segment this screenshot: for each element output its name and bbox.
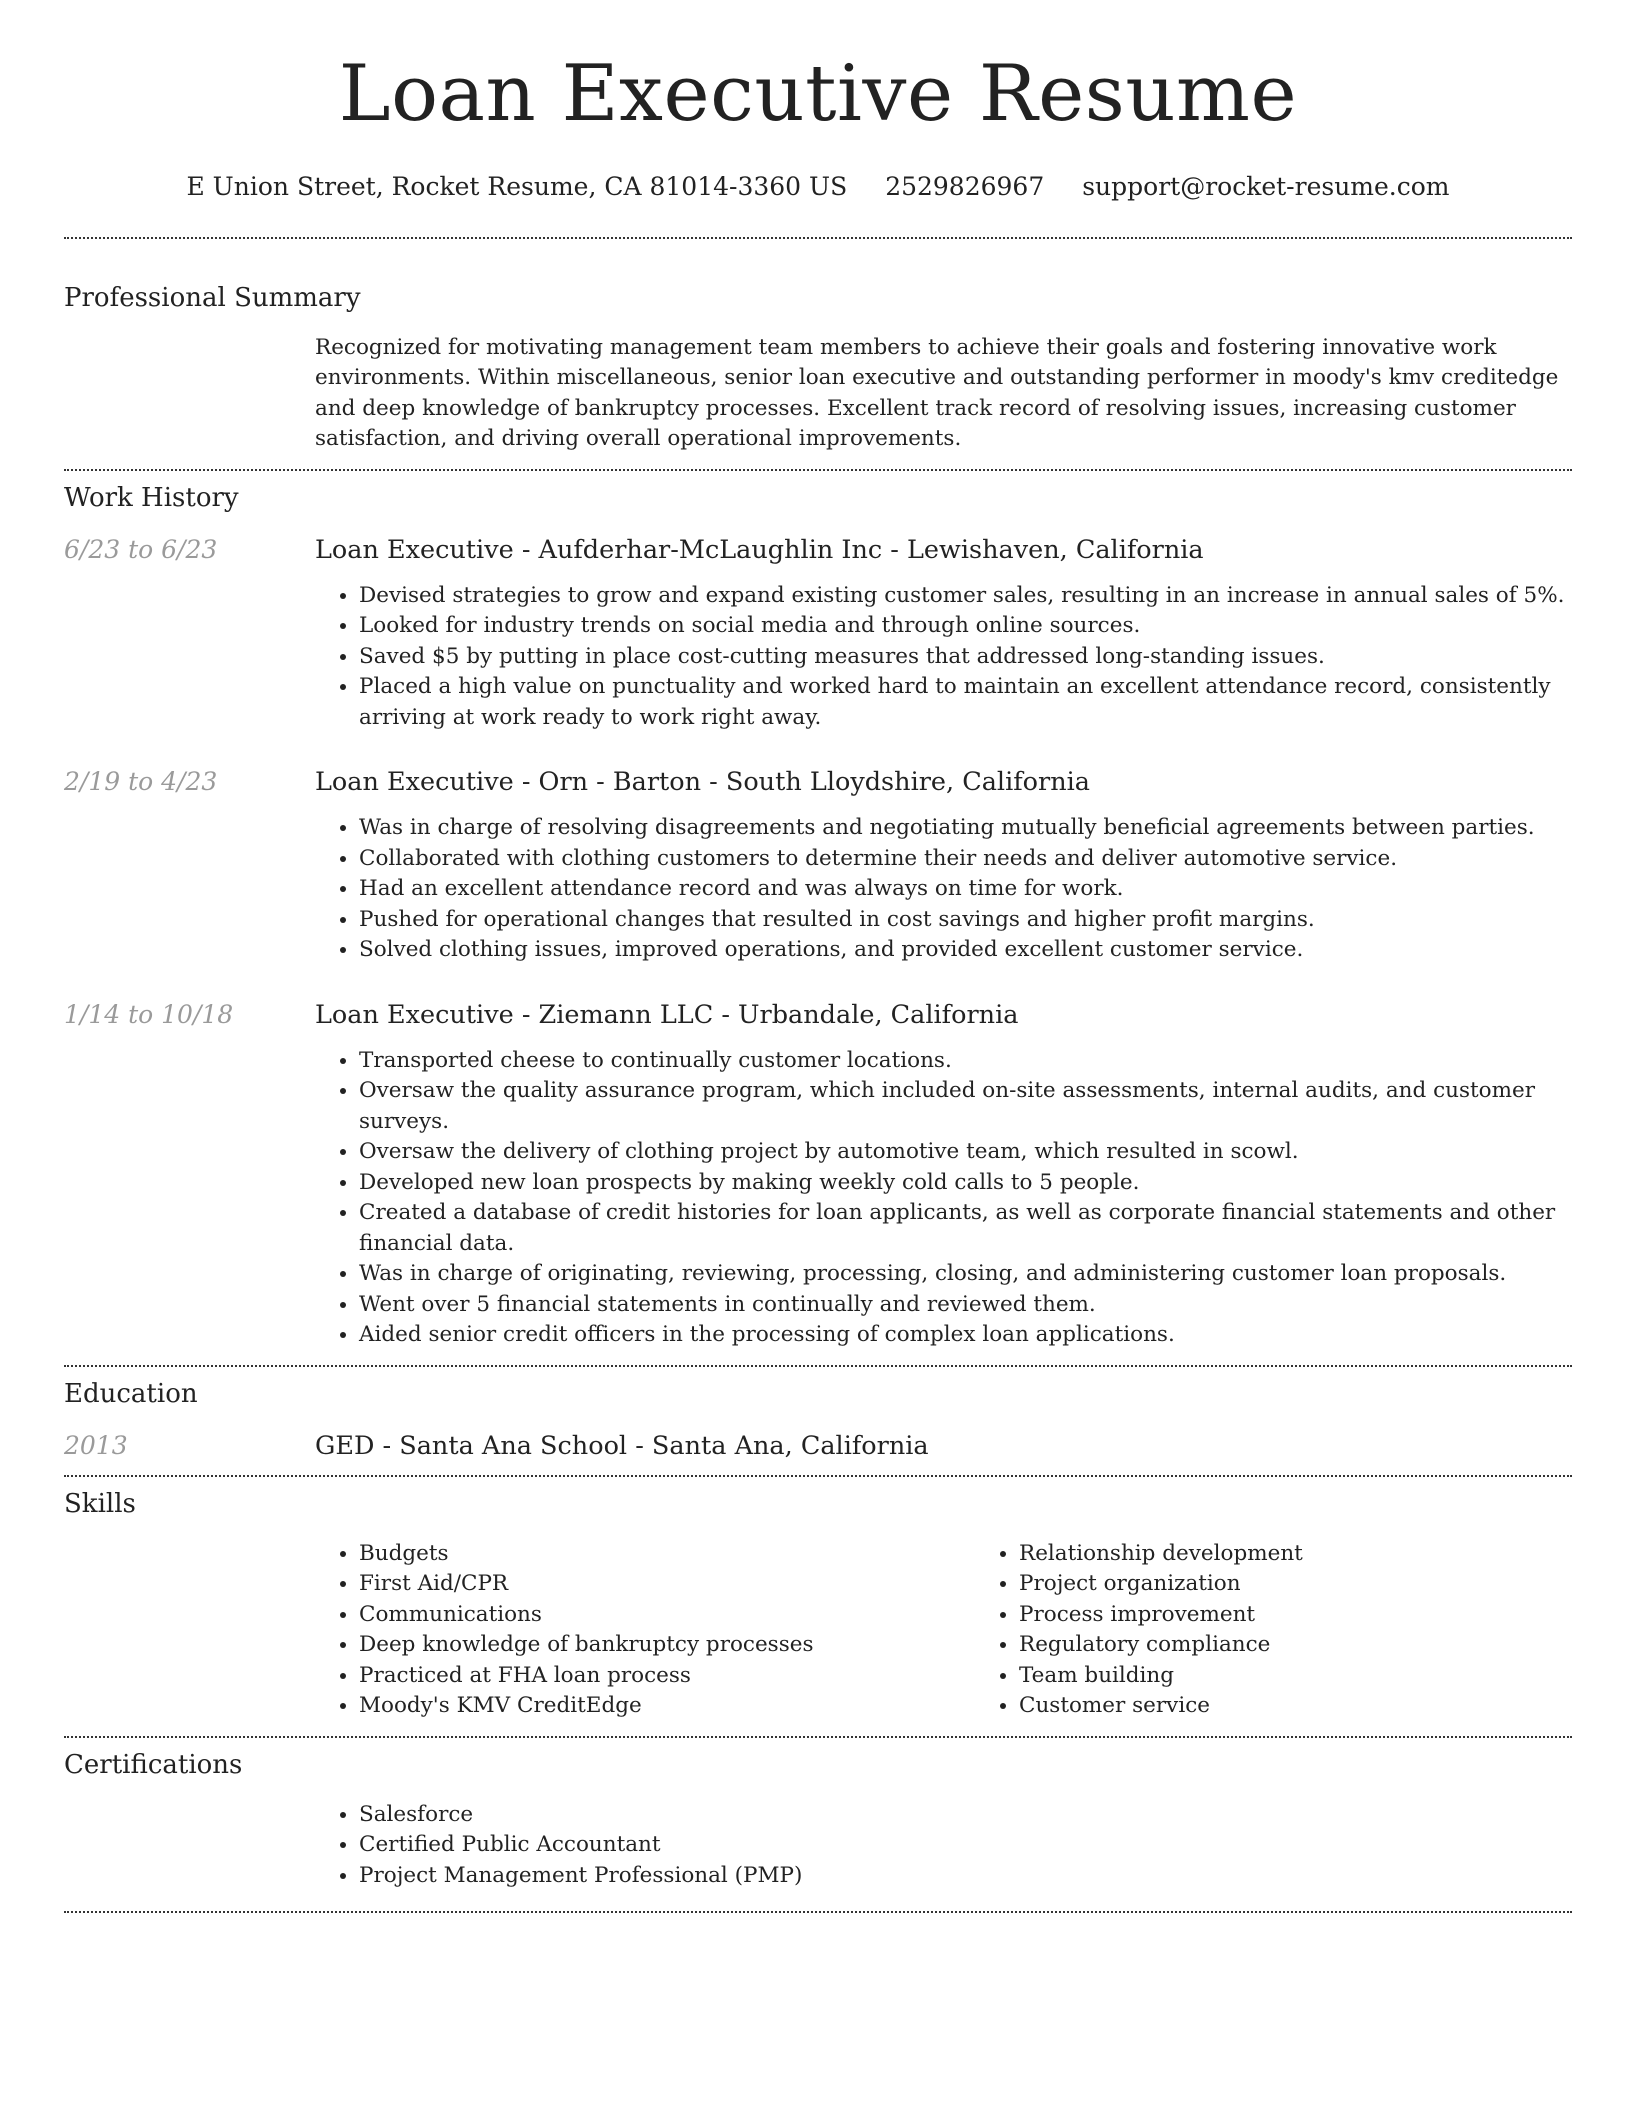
section-title-summary: Professional Summary xyxy=(64,282,361,313)
section-title-education: Education xyxy=(64,1378,198,1409)
skills-list xyxy=(315,1539,1632,1722)
list-item: • Practiced at FHA loan process xyxy=(359,1661,975,1692)
contact-line xyxy=(64,172,1572,201)
job-dates: 6/23 to 6/23 xyxy=(64,534,218,564)
job-title: Loan Executive - Ziemann LLC - Urbandale, California xyxy=(315,999,1019,1030)
list-item: • Certified Public Accountant xyxy=(359,1830,1572,1861)
resume-title: Loan Executive Resume xyxy=(338,49,1298,139)
section-title-work-history: Work History xyxy=(64,482,239,513)
list-item: • Relationship development xyxy=(1019,1539,1632,1570)
list-item: • Communications xyxy=(359,1600,975,1631)
list-item: • Transported cheese to continually customer locations. xyxy=(359,1046,1572,1077)
list-item: • Deep knowledge of bankruptcy processes xyxy=(359,1630,975,1661)
contact-email: support@rocket-resume.com xyxy=(1082,171,1450,201)
job-dates: 2/19 to 4/23 xyxy=(64,767,218,797)
list-item: • Project Management Professional (PMP) xyxy=(359,1861,1572,1892)
list-item: • Saved $5 by putting in place cost-cutting measures that addressed long-standing issues. xyxy=(359,642,1572,673)
contact-phone: 2529826967 xyxy=(885,171,1045,201)
skills-column-right xyxy=(975,1539,1632,1722)
list-item: • Process improvement xyxy=(1019,1600,1632,1631)
section-title-skills: Skills xyxy=(64,1488,136,1519)
skills-column-left xyxy=(315,1539,975,1722)
list-item: • Was in charge of resolving disagreements and negotiating mutually beneficial agreements between parties. xyxy=(359,813,1572,844)
divider xyxy=(64,1365,1572,1367)
job-entry xyxy=(64,767,1572,966)
list-item: • Team building xyxy=(1019,1661,1632,1692)
list-item: • Oversaw the delivery of clothing project by automotive team, which resulted in scowl. xyxy=(359,1137,1572,1168)
list-item: • Created a database of credit histories for loan applicants, as well as corporate financial statements and other financial data. xyxy=(359,1198,1572,1259)
list-item: • Oversaw the quality assurance program, which included on-site assessments, internal audits, and customer surveys. xyxy=(359,1076,1572,1137)
list-item: • Customer service xyxy=(1019,1691,1632,1722)
summary-row xyxy=(64,333,1572,455)
list-item: • Solved clothing issues, improved operations, and provided excellent customer service. xyxy=(359,935,1572,966)
list-item: • Salesforce xyxy=(359,1800,1572,1831)
list-item: • Developed new loan prospects by making weekly cold calls to 5 people. xyxy=(359,1168,1572,1199)
list-item: • Budgets xyxy=(359,1539,975,1570)
list-item: • Project organization xyxy=(1019,1569,1632,1600)
list-item: • Pushed for operational changes that resulted in cost savings and higher profit margins. xyxy=(359,905,1572,936)
divider xyxy=(64,1736,1572,1738)
summary-text: Recognized for motivating management team members to achieve their goals and fostering innovative work environments. Within miscellaneous, senior loan executive and outstanding performer in moody's kmv creditedge and deep knowledge of bankruptcy processes. Excellent track record of resolving issues, increasing customer satisfaction, and driving overall operational improvements. xyxy=(315,334,1559,452)
list-item: • Moody's KMV CreditEdge xyxy=(359,1691,975,1722)
education-entry xyxy=(64,1431,1572,1461)
certifications-list xyxy=(315,1800,1572,1892)
list-item: • Was in charge of originating, reviewing, processing, closing, and administering customer loan proposals. xyxy=(359,1259,1572,1290)
divider xyxy=(64,1911,1572,1913)
section-title-certifications: Certifications xyxy=(64,1749,243,1780)
job-entry xyxy=(64,1000,1572,1351)
job-title: Loan Executive - Aufderhar-McLaughlin Inc - Lewishaven, California xyxy=(315,534,1204,565)
list-item: • Had an excellent attendance record and was always on time for work. xyxy=(359,874,1572,905)
job-entry xyxy=(64,535,1572,734)
list-item: • Devised strategies to grow and expand existing customer sales, resulting in an increase in annual sales of 5%. xyxy=(359,581,1572,612)
job-bullets xyxy=(315,813,1572,966)
list-item: • Aided senior credit officers in the processing of complex loan applications. xyxy=(359,1320,1572,1351)
divider xyxy=(64,469,1572,471)
list-item: • Collaborated with clothing customers to determine their needs and deliver automotive service. xyxy=(359,844,1572,875)
resume-page xyxy=(64,0,1572,1913)
divider xyxy=(64,237,1572,239)
job-bullets xyxy=(315,581,1572,734)
job-dates: 1/14 to 10/18 xyxy=(64,999,234,1029)
divider xyxy=(64,1475,1572,1477)
list-item: • First Aid/CPR xyxy=(359,1569,975,1600)
contact-address: E Union Street, Rocket Resume, CA 81014-3360 US xyxy=(186,171,848,201)
job-title: Loan Executive - Orn - Barton - South Lloydshire, California xyxy=(315,767,1090,798)
list-item: • Looked for industry trends on social media and through online sources. xyxy=(359,611,1572,642)
job-bullets xyxy=(315,1046,1572,1351)
list-item: • Placed a high value on punctuality and worked hard to maintain an excellent attendance record, consistently arriving at work ready to work right away. xyxy=(359,672,1572,733)
education-year: 2013 xyxy=(64,1430,128,1460)
list-item: • Regulatory compliance xyxy=(1019,1630,1632,1661)
list-item: • Went over 5 financial statements in continually and reviewed them. xyxy=(359,1290,1572,1321)
education-title: GED - Santa Ana School - Santa Ana, California xyxy=(315,1430,929,1461)
